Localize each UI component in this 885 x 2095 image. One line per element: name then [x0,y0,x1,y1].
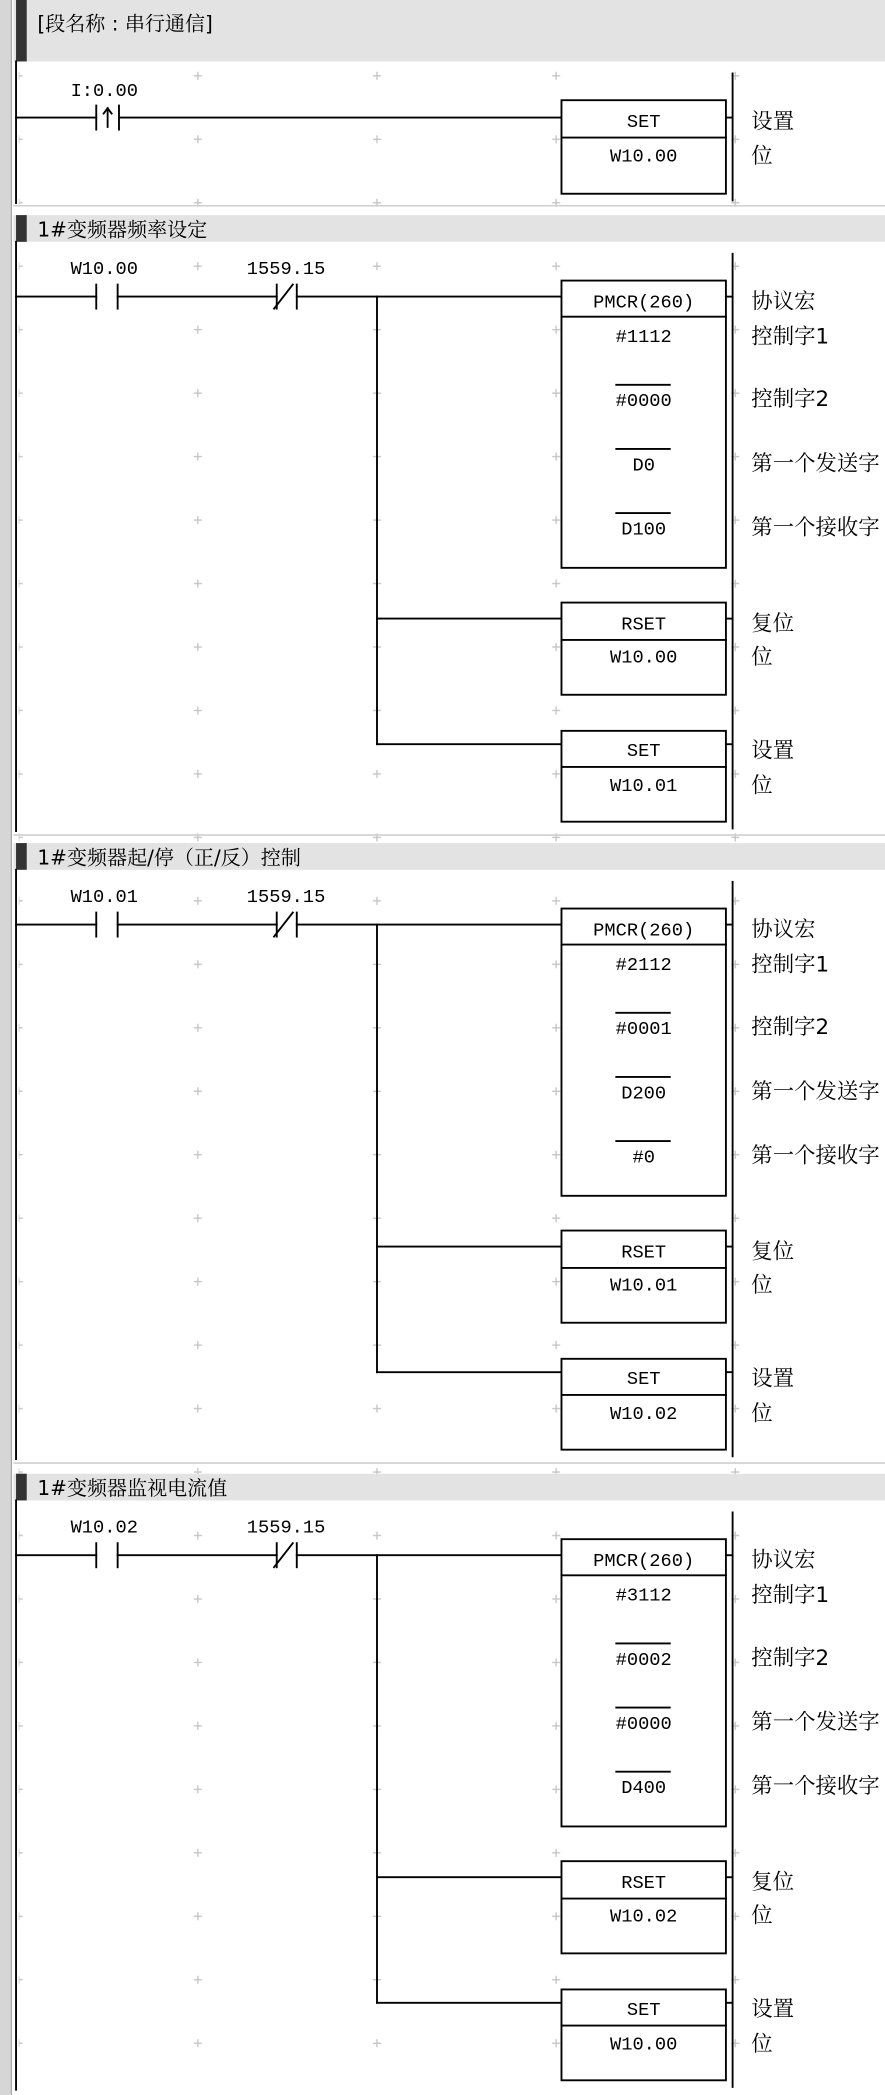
operand-comment: 位 [751,1903,773,1929]
instruction-operand: W10.01 [610,1274,678,1297]
instruction-operand: #0002 [615,1648,672,1671]
rung-marker [16,1474,27,1501]
instruction-comment: 复位 [751,1870,795,1896]
instruction-operand: W10.00 [610,145,678,168]
instruction-mnemonic: PMCR(260) [593,291,695,314]
set-instruction-block[interactable] [561,1989,725,2080]
instruction-operand: #0 [632,1146,655,1169]
instruction-mnemonic: RSET [621,1871,667,1894]
pmcr-instruction-block[interactable] [561,281,725,568]
instruction-mnemonic: PMCR(260) [593,919,695,942]
contact-address: W10.00 [70,257,138,280]
contact-address: 1559.15 [246,1516,326,1539]
instruction-mnemonic: SET [626,1998,661,2021]
instruction-comment: 协议宏 [751,917,816,943]
operand-comment: 控制字2 [751,387,830,413]
operand-comment: 位 [751,773,773,799]
rung-marker [16,843,27,870]
instruction-operand: W10.01 [610,774,678,797]
rset-instruction-block[interactable] [561,1231,725,1323]
rung-comment: 1#变频器起/停（正/反）控制 [37,845,301,870]
contact-address: W10.02 [70,1516,138,1539]
operand-comment: 第一个接收字 [751,1774,880,1800]
instruction-comment: 复位 [751,611,795,637]
instruction-comment: 设置 [751,1997,795,2023]
operand-comment: 位 [751,1401,773,1427]
operand-comment: 位 [751,2031,773,2057]
instruction-operand: W10.02 [610,1402,678,1425]
contact-address: 1559.15 [246,885,326,908]
segment-name: [段名称 : 串行通信] [37,11,213,36]
contact-address: 1559.15 [246,257,326,280]
set-instruction-block[interactable] [561,100,725,194]
instruction-operand: #0000 [615,390,672,413]
rung-marker [16,215,27,242]
instruction-comment: 协议宏 [751,1548,816,1574]
rung-comment: 1#变频器监视电流值 [37,1476,228,1501]
instruction-operand: #0001 [615,1018,672,1041]
operand-comment: 控制字2 [751,1645,830,1671]
contact-address: I:0.00 [70,80,138,103]
operand-comment: 位 [751,1273,773,1299]
operand-comment: 第一个接收字 [751,1143,880,1169]
instruction-mnemonic: PMCR(260) [593,1549,695,1572]
instruction-operand: W10.02 [610,1905,678,1928]
instruction-comment: 复位 [751,1239,795,1265]
instruction-operand: D200 [621,1082,667,1105]
contact-address: W10.01 [70,885,138,908]
operand-comment: 位 [751,645,773,671]
left-gutter [0,0,11,2095]
instruction-comment: 协议宏 [751,289,816,315]
pmcr-instruction-block[interactable] [561,909,725,1196]
instruction-operand: D0 [632,454,655,477]
instruction-mnemonic: RSET [621,1241,667,1264]
operand-comment: 控制字2 [751,1015,830,1041]
set-instruction-block[interactable] [561,1359,725,1450]
instruction-operand: #0000 [615,1712,672,1735]
operand-comment: 控制字1 [751,324,830,350]
operand-comment: 位 [751,144,773,170]
pmcr-instruction-block[interactable] [561,1539,725,1826]
segment-marker [16,0,27,61]
instruction-operand: #3112 [615,1584,672,1607]
instruction-comment: 设置 [751,1366,795,1392]
instruction-operand: #2112 [615,954,672,977]
instruction-mnemonic: SET [626,110,661,133]
instruction-operand: W10.00 [610,646,678,669]
operand-comment: 控制字1 [751,1582,830,1608]
rset-instruction-block[interactable] [561,603,725,695]
instruction-mnemonic: RSET [621,613,667,636]
rung-comment: 1#变频器频率设定 [37,217,208,242]
rset-instruction-block[interactable] [561,1861,725,1953]
instruction-mnemonic: SET [626,1368,661,1391]
instruction-comment: 设置 [751,109,795,135]
instruction-mnemonic: SET [626,740,661,763]
set-instruction-block[interactable] [561,731,725,822]
operand-comment: 第一个发送字 [751,1709,880,1735]
instruction-comment: 设置 [751,738,795,764]
instruction-operand: #1112 [615,326,672,349]
instruction-operand: D100 [621,518,667,541]
operand-comment: 第一个接收字 [751,515,880,541]
instruction-operand: D400 [621,1777,667,1800]
operand-comment: 第一个发送字 [751,1079,880,1105]
instruction-operand: W10.00 [610,2033,678,2056]
operand-comment: 第一个发送字 [751,451,880,477]
operand-comment: 控制字1 [751,952,830,978]
